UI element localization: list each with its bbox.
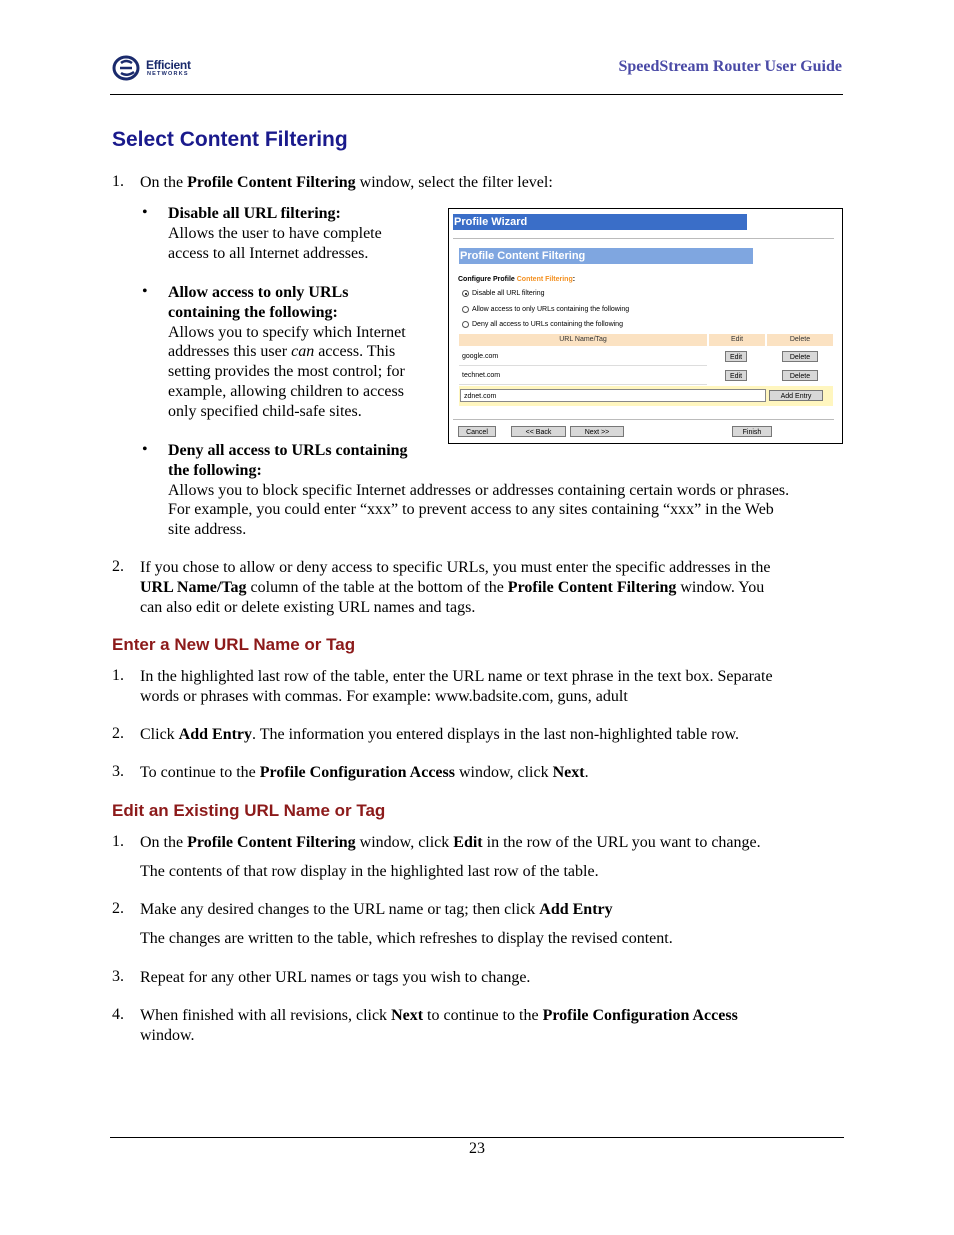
wizard-divider [453,238,834,239]
next-button[interactable]: Next >> [570,426,624,437]
back-button[interactable]: << Back [511,426,566,437]
add-entry-button[interactable]: Add Entry [769,390,823,401]
url-cell: google.com [459,348,707,366]
edit-button[interactable]: Edit [725,351,747,362]
logo-e-icon [112,54,144,82]
step1-text: On the Profile Content Filtering window, select the filter level: [140,174,553,191]
delete-button[interactable]: Delete [782,370,818,381]
header-rule [110,94,843,95]
delete-button[interactable]: Delete [782,351,818,362]
bullet-marker: • [142,283,148,300]
bullet-deny: Deny all access to URLs containing the following: Allows you to block specific Internet addresses or addresses containing certain words or phrases. For example, you could enter “xxx” to prevent access to any sites containing “xxx” in the Web site address. [168,442,790,539]
profile-wizard-screenshot [448,208,843,444]
bullet-marker: • [142,204,148,221]
efficient-networks-logo [112,52,212,84]
sub2-step1-note: The contents of that row display in the highlighted last row of the table. [140,863,599,880]
logo-brand: Efficient [146,58,191,72]
edit-button[interactable]: Edit [725,370,747,381]
sub2-step3-text: Repeat for any other URL names or tags you wish to change. [140,969,531,986]
step-number: 3. [112,968,124,985]
page-number: 23 [469,1140,485,1157]
wizard-subtitle-bar: Profile Content Filtering [459,248,753,264]
step-number: 3. [112,763,124,780]
wizard-divider [453,419,834,420]
cancel-button[interactable]: Cancel [458,426,496,437]
logo-sub: NETWORKS [147,71,189,77]
step-number: 2. [112,558,124,575]
page-title: Select Content Filtering [112,128,348,151]
radio-allow[interactable] [462,306,469,313]
step2-text: If you chose to allow or deny access to specific URLs, you must enter the specific addresses in the URL Name/Tag column of the table at the bottom of the Profile Content Filtering window. You can also edit or delete existing URL names and tags. [140,559,771,616]
configure-label: Configure Profile Content Filtering: [458,276,576,283]
radio-disable[interactable] [462,290,469,297]
col-url-header: URL Name/Tag [459,334,707,346]
option-allow-label: Allow access to only URLs containing the following [472,306,630,313]
url-cell: technet.com [459,367,707,385]
step-number: 1. [112,667,124,684]
step-number: 1. [112,833,124,850]
col-edit-header: Edit [709,334,765,346]
step-number: 2. [112,900,124,917]
step-number: 4. [112,1006,124,1023]
guide-title: SpeedStream Router User Guide [618,58,842,75]
sub2-step1-text: On the Profile Content Filtering window, click Edit in the row of the URL you want to change. [140,834,761,851]
sub1-step3-text: To continue to the Profile Configuration Access window, click Next. [140,764,589,781]
radio-deny[interactable] [462,321,469,328]
url-entry-input[interactable]: zdnet.com [460,389,766,402]
col-delete-header: Delete [767,334,833,346]
step-number: 1. [112,173,124,190]
section-heading: Edit an Existing URL Name or Tag [112,801,386,820]
section-heading: Enter a New URL Name or Tag [112,635,356,654]
sub1-step1-text: In the highlighted last row of the table, enter the URL name or text phrase in the text box. Separate words or phrases with commas. For example: www.badsite.com, guns, adult [140,668,773,705]
bullet-marker: • [142,441,148,458]
option-disable-label: Disable all URL filtering [472,290,545,297]
sub2-step2-text: Make any desired changes to the URL name or tag; then click Add Entry [140,901,613,918]
sub1-step2-text: Click Add Entry. The information you entered displays in the last non-highlighted table row. [140,726,740,743]
sub2-step2-note: The changes are written to the table, which refreshes to display the revised content. [140,930,673,947]
finish-button[interactable]: Finish [732,426,772,437]
step-number: 2. [112,725,124,742]
sub2-step4-text: When finished with all revisions, click Next to continue to the Profile Configuration Access window. [140,1007,738,1044]
wizard-title-bar: Profile Wizard [453,214,747,230]
footer-rule [110,1137,844,1138]
bullet-disable: Disable all URL filtering: Allows the user to have complete access to all Internet addresses. [168,205,382,262]
bullet-allow: Allow access to only URLs containing the following: Allows you to specify which Internet addresses this user can access. This setting provides the most control; for example, allowing children to access only specified child-safe sites. [168,284,406,420]
option-deny-label: Deny all access to URLs containing the following [472,321,623,328]
